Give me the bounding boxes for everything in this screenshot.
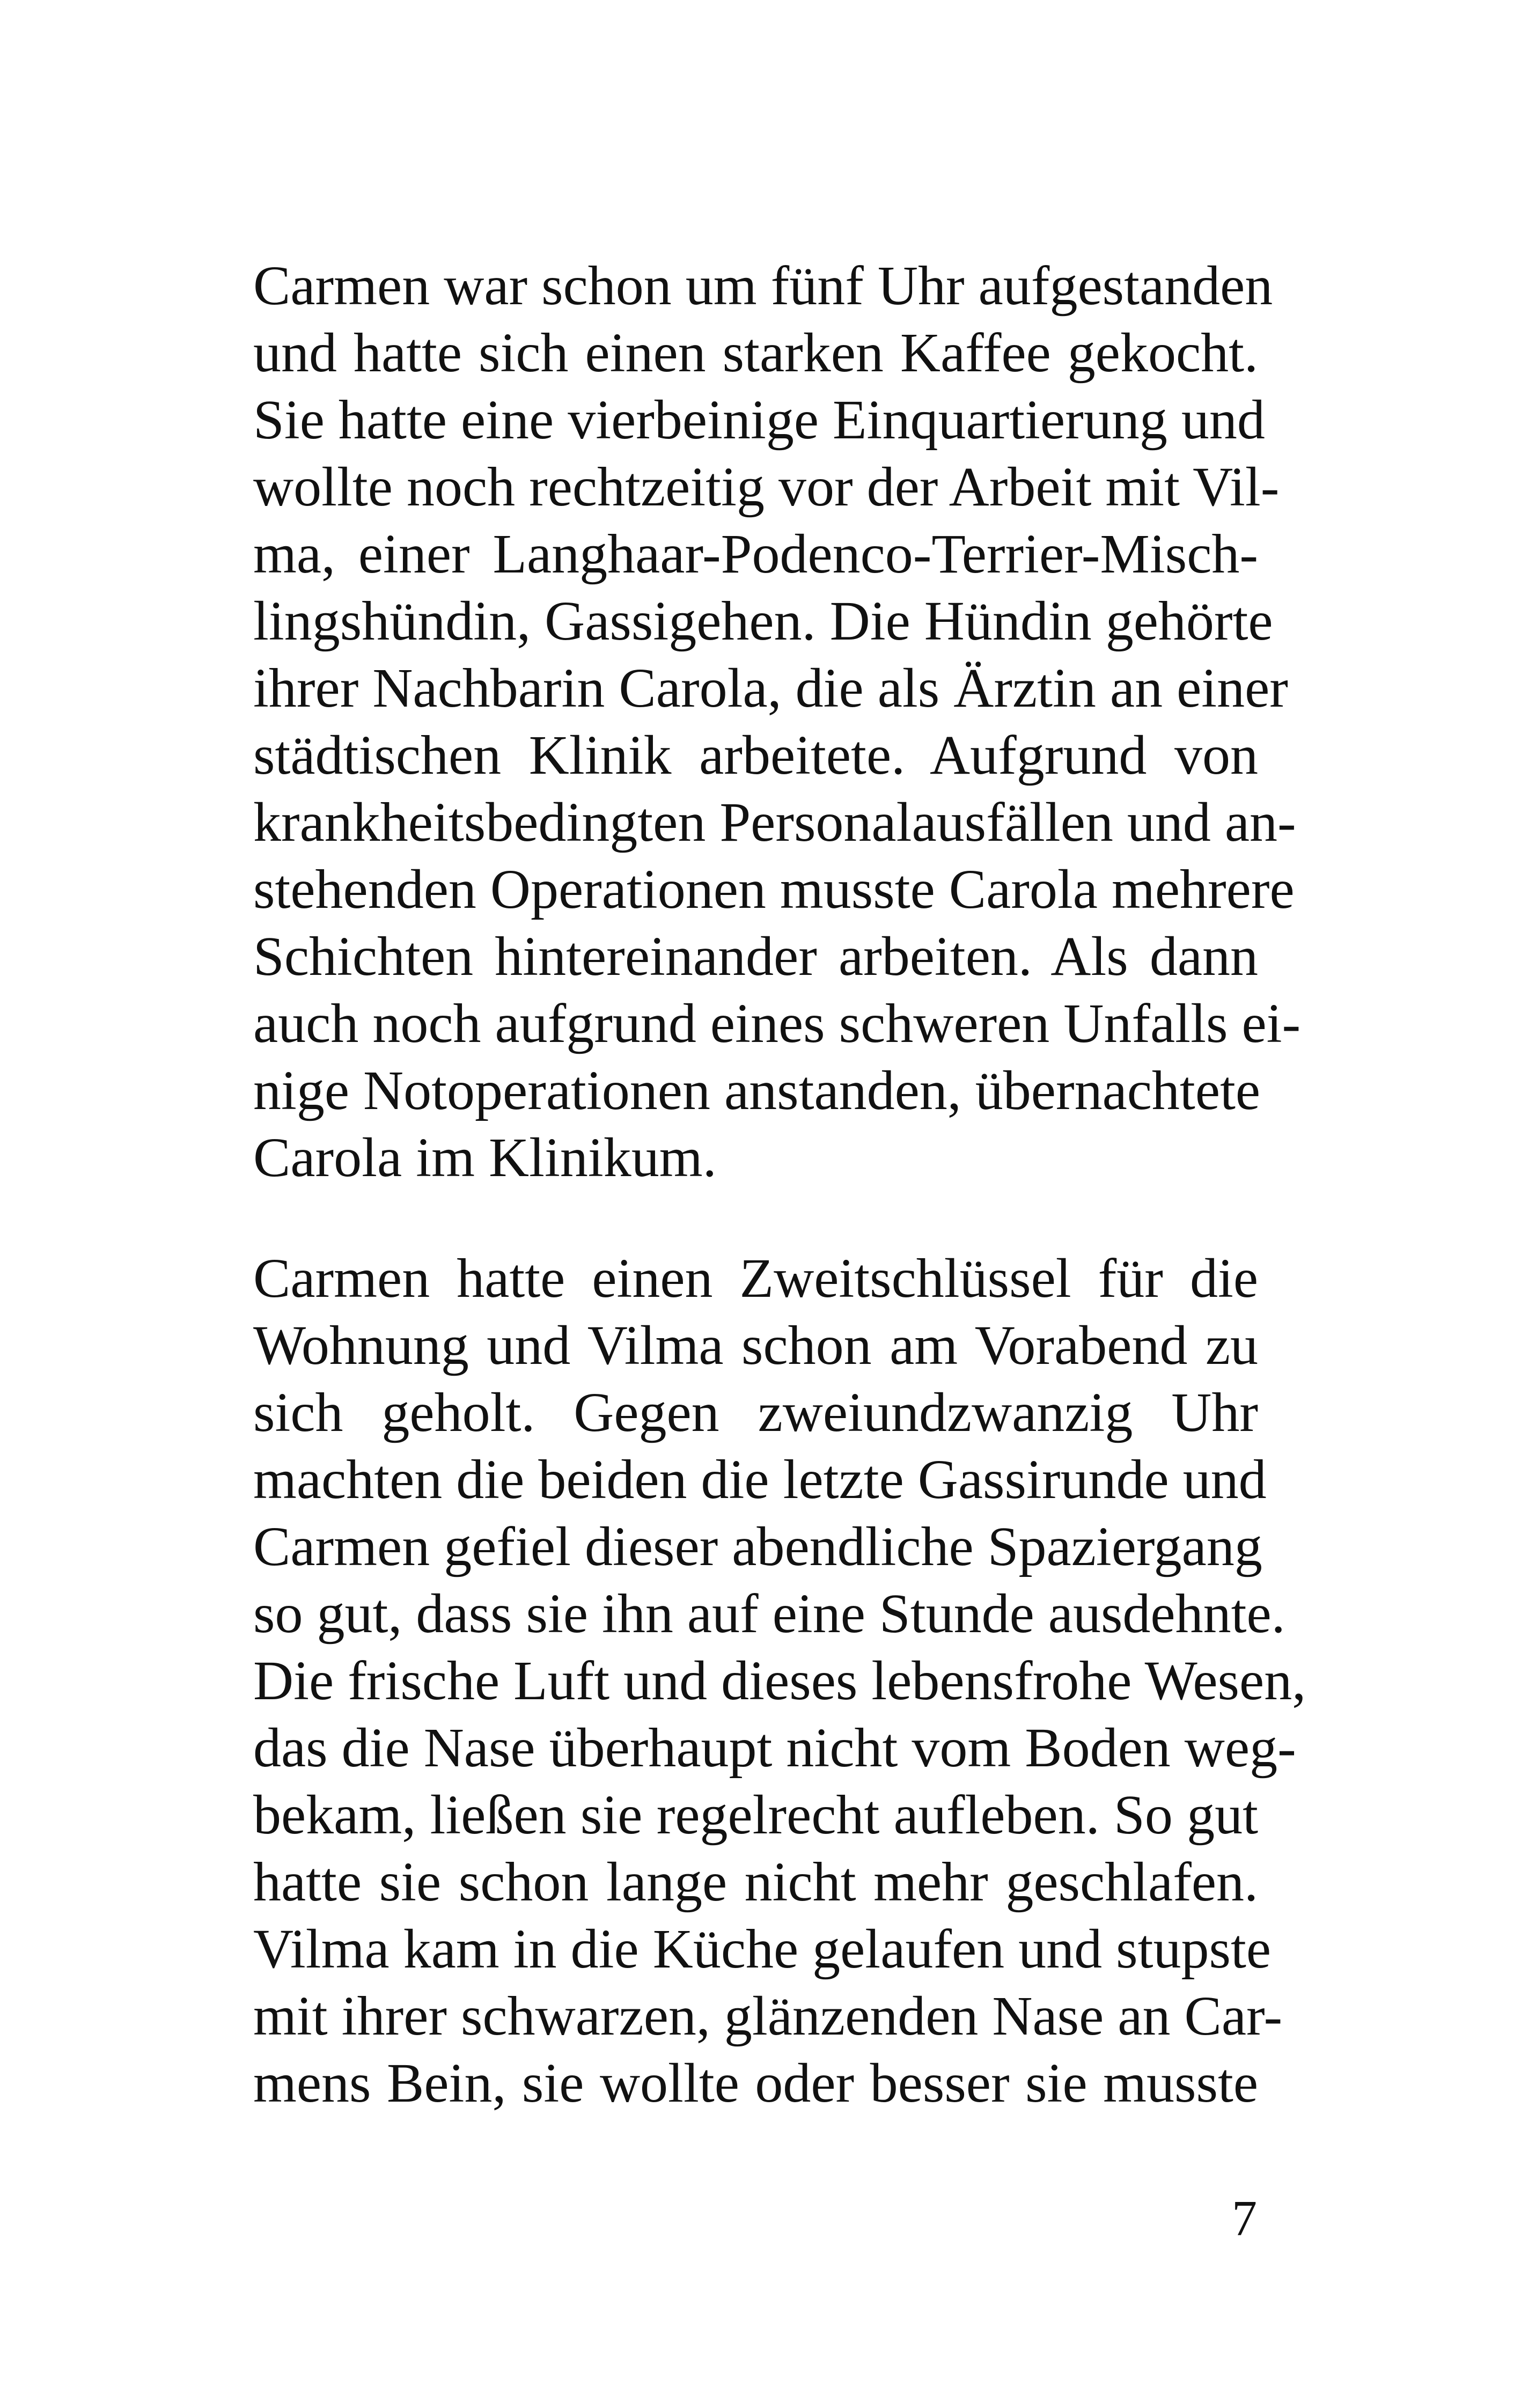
text-line: das die Nase überhaupt nicht vom Boden weg- bbox=[253, 1717, 1296, 1779]
text-line: Carmen hatte einen Zweitschlüssel für die bbox=[253, 1247, 1258, 1309]
text-line: Schichten hintereinander arbeiten. Als dann bbox=[253, 926, 1258, 987]
text-line: Carola im Klinikum. bbox=[253, 1127, 717, 1188]
text-line: nige Notoperationen anstanden, übernachtete bbox=[253, 1060, 1261, 1121]
text-line: Carmen war schon um fünf Uhr aufgestanden bbox=[253, 255, 1273, 317]
text-line: mit ihrer schwarzen, glänzenden Nase an Car- bbox=[253, 1985, 1283, 2047]
text-line: sich geholt. Gegen zweiundzwanzig Uhr bbox=[253, 1382, 1258, 1443]
text-line: hatte sie schon lange nicht mehr geschlafen. bbox=[253, 1851, 1258, 1913]
text-line: städtischen Klinik arbeitete. Aufgrund von bbox=[253, 724, 1258, 786]
text-line: Vilma kam in die Küche gelaufen und stupste bbox=[253, 1918, 1272, 1980]
text-line: mens Bein, sie wollte oder besser sie musste bbox=[253, 2052, 1258, 2114]
text-line: so gut, dass sie ihn auf eine Stunde ausdehnte. bbox=[253, 1583, 1285, 1645]
paragraph-2 bbox=[253, 1245, 1306, 2117]
text-line: Sie hatte eine vierbeinige Einquartierung und bbox=[253, 389, 1265, 451]
text-line: ihrer Nachbarin Carola, die als Ärztin an einer bbox=[253, 657, 1288, 719]
text-line: Carmen gefiel dieser abendliche Spaziergang bbox=[253, 1516, 1262, 1577]
text-line: krankheitsbedingten Personalausfällen und an- bbox=[253, 791, 1296, 853]
page-number: 7 bbox=[1232, 2191, 1257, 2247]
text-line: Wohnung und Vilma schon am Vorabend zu bbox=[253, 1315, 1258, 1376]
text-line: machten die beiden die letzte Gassirunde und bbox=[253, 1449, 1267, 1510]
text-line: bekam, ließen sie regelrecht aufleben. So gut bbox=[253, 1784, 1258, 1846]
paragraph-1 bbox=[253, 252, 1301, 1191]
text-line: auch noch aufgrund eines schweren Unfalls ei- bbox=[253, 993, 1301, 1054]
text-line: stehenden Operationen musste Carola mehrere bbox=[253, 858, 1295, 920]
text-line: Die frische Luft und dieses lebensfrohe Wesen, bbox=[253, 1650, 1306, 1712]
text-line: ma, einer Langhaar-Podenco-Terrier-Misch- bbox=[253, 523, 1258, 585]
text-line: und hatte sich einen starken Kaffee gekocht. bbox=[253, 322, 1258, 384]
text-line: lingshündin, Gassigehen. Die Hündin gehörte bbox=[253, 590, 1273, 652]
text-line: wollte noch rechtzeitig vor der Arbeit mit Vil- bbox=[253, 456, 1280, 518]
